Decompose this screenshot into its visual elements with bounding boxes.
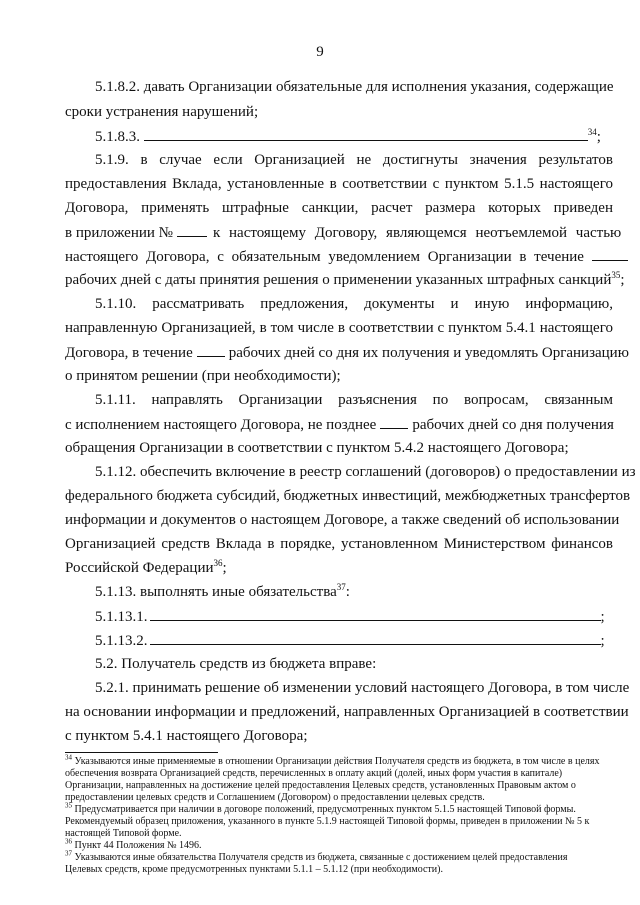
p5111-line3: обращения Организации в соответствии с пунктом 5.4.2 настоящего Договора; — [65, 440, 569, 456]
footnote-ref-35: 35 — [611, 270, 621, 280]
p5110-line1: 5.1.10. рассматривать предложения, документы и иную информацию, — [95, 296, 613, 312]
p5113-line — [95, 582, 613, 602]
p519-end: ; — [620, 272, 625, 288]
p5112-line3: информации и документов о настоящем Договоре, а также сведений об использовании — [65, 512, 620, 528]
p51132-prefix: 5.1.13.2. — [95, 633, 148, 649]
p521-line3: с пунктом 5.4.1 настоящего Договора; — [65, 728, 308, 744]
p519-annex-rest: к настоящему Договору, являющемся неотъемлемой частью — [212, 225, 622, 241]
footnote-34-line1 — [65, 753, 613, 768]
p5111-line2-b: рабочих дней со дня получения — [412, 417, 614, 433]
footnote-34-line3: Организации, направленных на достижение целей предоставления Целевых средств, установленных Правовым актом о — [65, 780, 576, 791]
page-number: 9 — [316, 44, 324, 60]
p5110-line3-b: рабочих дней со дня их получения и уведомлять Организацию — [228, 345, 629, 361]
p5112-line5 — [65, 558, 613, 578]
footnote-36-number: 36 — [65, 837, 72, 846]
p521-line1: 5.2.1. принимать решение об изменении условий настоящего Договора, в том числе — [95, 680, 630, 696]
p5112-line4: Организацией средств Вклада в порядке, установленном Министерством финансов — [65, 536, 613, 552]
p51132-line — [95, 630, 613, 651]
p5111-line2-a: с исполнением настоящего Договора, не позднее — [65, 417, 377, 433]
p5182-line2: сроки устранения нарушений; — [65, 104, 259, 120]
p51131-blank — [150, 606, 601, 621]
p521-line2: на основании информации и предложений, направленных Организацией в соответствии — [65, 704, 629, 720]
footnote-35-line2: Рекомендуемый образец приложения, указанного в пункте 5.1.9 настоящей Типовой формы, приведен в приложении № 5 к — [65, 816, 590, 827]
footnote-34-line2: обеспечения возврата Организацией средств, перечисленных в оплату акций (долей, иных форм участия в капитале) — [65, 768, 563, 779]
footnote-34-text1: Указываются иные применяемые в отношении Организации действия Получателя средств из бюджета, в том числе в целях — [74, 756, 600, 767]
p51131-line — [95, 606, 613, 627]
p519-line6 — [65, 270, 625, 290]
footnote-37-text1: Указываются иные обязательства Получателя средств из бюджета, связанные с достижением целей предоставления — [74, 852, 568, 863]
p519-line4 — [65, 222, 622, 243]
p5112-end: ; — [222, 560, 227, 576]
p5110-line2: направленную Организацией, в том числе в соответствии с пунктом 5.4.1 настоящего — [65, 320, 613, 336]
footnote-34-line4: предоставлении целевых средств и Соглашением (Договором) о предоставлении целевых средств. — [65, 792, 485, 803]
p5110-line3-a: Договора, в течение — [65, 345, 193, 361]
footnote-35-line3: настоящей Типовой форме. — [65, 828, 182, 839]
p519-line3: Договора, применять штрафные санкции, расчет размера которых приведен — [65, 200, 613, 216]
footnote-35-line1 — [65, 801, 613, 816]
footnote-37-line2: Целевых средств, кроме предусмотренных пунктами 5.1.1 – 5.1.12 (при необходимости). — [65, 864, 443, 875]
p519-line5 — [65, 246, 613, 267]
p5183-prefix: 5.1.8.3. — [95, 129, 140, 145]
footnote-36-text1: Пункт 44 Положения № 1496. — [74, 840, 202, 851]
p5112-line2: федерального бюджета субсидий, бюджетных инвестиций, межбюджетных трансфертов — [65, 488, 631, 504]
p5111-days-blank — [380, 414, 408, 429]
p5110-line4: о принятом решении (при необходимости); — [65, 368, 341, 384]
p52-line: 5.2. Получатель средств из бюджета вправе: — [95, 656, 377, 672]
footnote-ref-37: 37 — [336, 582, 346, 592]
p51132-end: ; — [600, 633, 605, 649]
p5113-text: 5.1.13. выполнять иные обязательства — [95, 584, 337, 600]
p5113-end: : — [345, 584, 350, 600]
footnote-34-number: 34 — [65, 753, 72, 762]
footnote-35-number: 35 — [65, 801, 72, 810]
p519-line6-text: рабочих дней с даты принятия решения о применении указанных штрафных санкций — [65, 272, 612, 288]
footnote-ref-34: 34 — [587, 127, 597, 137]
footnote-ref-36: 36 — [213, 558, 223, 568]
p51132-blank — [150, 630, 601, 645]
footnote-37-line1 — [65, 849, 613, 864]
p5111-line1: 5.1.11. направлять Организации разъяснения по вопросам, связанным — [95, 392, 613, 408]
p5183-end: ; — [596, 129, 601, 145]
p519-annex-blank — [177, 222, 207, 237]
footnote-36-line1 — [65, 837, 613, 852]
p5183-blank — [144, 126, 588, 141]
p5112-line5-text: Российской Федерации — [65, 560, 214, 576]
p5112-line1: 5.1.12. обеспечить включение в реестр соглашений (договоров) о предоставлении из — [95, 464, 636, 480]
footnote-35-text1: Предусматривается при наличии в договоре положений, предусмотренных пунктом 5.1.5 настоящей Типовой формы. — [74, 804, 576, 815]
p5111-line2 — [65, 414, 613, 435]
p5183-line — [95, 126, 613, 147]
p519-annex-label: в приложении № — [65, 225, 173, 241]
p519-days-blank — [592, 246, 628, 261]
p5110-days-blank — [197, 342, 225, 357]
p519-line2: предоставления Вклада, установленные в соответствии с пунктом 5.1.5 настоящего — [65, 176, 613, 192]
p519-line5-text: настоящего Договора, с обязательным уведомлением Организации в течение — [65, 249, 584, 265]
p5182-line1: 5.1.8.2. давать Организации обязательные для исполнения указания, содержащие — [95, 79, 614, 95]
footnote-37-number: 37 — [65, 849, 72, 858]
p5110-line3 — [65, 342, 629, 363]
p519-line1: 5.1.9. в случае если Организацией не достигнуты значения результатов — [95, 152, 613, 168]
p51131-prefix: 5.1.13.1. — [95, 609, 148, 625]
footnote-separator — [65, 752, 218, 753]
p51131-end: ; — [600, 609, 605, 625]
